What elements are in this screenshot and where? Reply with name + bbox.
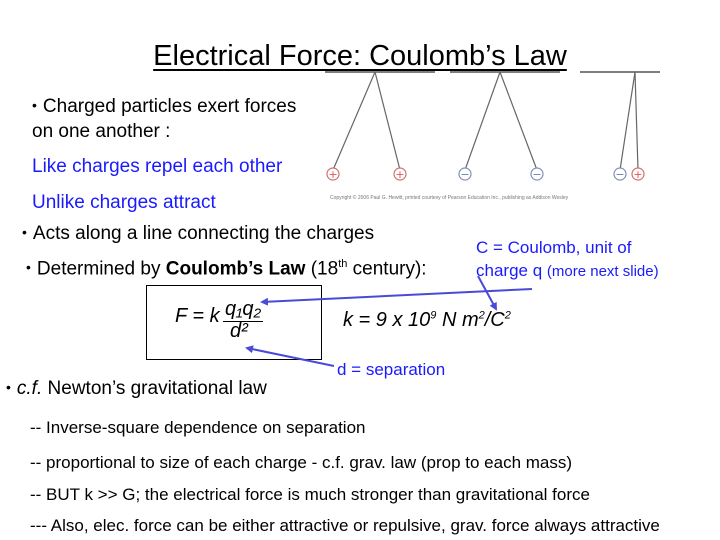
bullet-charged-particles: • Charged particles exert forces — [32, 96, 297, 117]
image-credit: Copyright © 2006 Paul G. Hewitt, printed courtesy of Pearson Education Inc., publishing as Addison Wesley — [330, 195, 569, 201]
charge-sign: − — [532, 168, 542, 181]
charge-sign: + — [395, 168, 405, 181]
coulomb-unit-note: C = Coulomb, unit of — [476, 238, 632, 257]
charge-sign: + — [328, 168, 338, 181]
bullet-dot: • — [32, 97, 37, 113]
k-value: k = 9 x $10^9$ N $m^2/C^2$ — [343, 309, 511, 331]
charge-sign: − — [460, 168, 470, 181]
bullet-line-of-action: • Acts along a line connecting the charges — [22, 223, 375, 244]
bullet-dot: • — [26, 259, 31, 276]
note-inverse-square: -- Inverse-square dependence on separation — [30, 418, 366, 437]
slide-title: Electrical Force: Coulomb’s Law — [153, 40, 567, 72]
unlike-charges-text: Unlike charges attract — [32, 192, 216, 213]
note-proportional: -- proportional to size of each charge - c.f. grav. law (prop to each mass) — [30, 453, 573, 472]
charge-sign: − — [615, 168, 625, 181]
like-charges-text: Like charges repel each other — [32, 156, 283, 177]
coulomb-formula: F = k — [175, 305, 220, 327]
formula-numerator: q₁q₂ — [225, 298, 262, 320]
arrow-to-unit — [478, 276, 496, 309]
note-k-vs-g: -- BUT k >> G; the electrical force is much stronger than gravitational force — [30, 485, 590, 504]
bullet-newton: • c.f. Newton’s gravitational law — [6, 378, 267, 399]
formula-denominator: d² — [230, 320, 248, 342]
coulomb-unit-note-cont: charge q (more next slide) — [476, 261, 659, 280]
arrow-to-separation — [247, 348, 334, 366]
bullet-dot: • — [6, 379, 11, 395]
bullet-dot: • — [22, 224, 27, 240]
note-attractive-repulsive: --- Also, elec. force can be either attractive or repulsive, grav. force always attractive — [30, 516, 660, 535]
separation-note: d = separation — [337, 360, 446, 379]
charge-sign: + — [633, 168, 643, 181]
bullet-coulombs-law: • Determined by Coulomb’s Law (18th century): — [26, 258, 427, 280]
bullet-charged-particles-cont: on one another : — [32, 121, 171, 142]
